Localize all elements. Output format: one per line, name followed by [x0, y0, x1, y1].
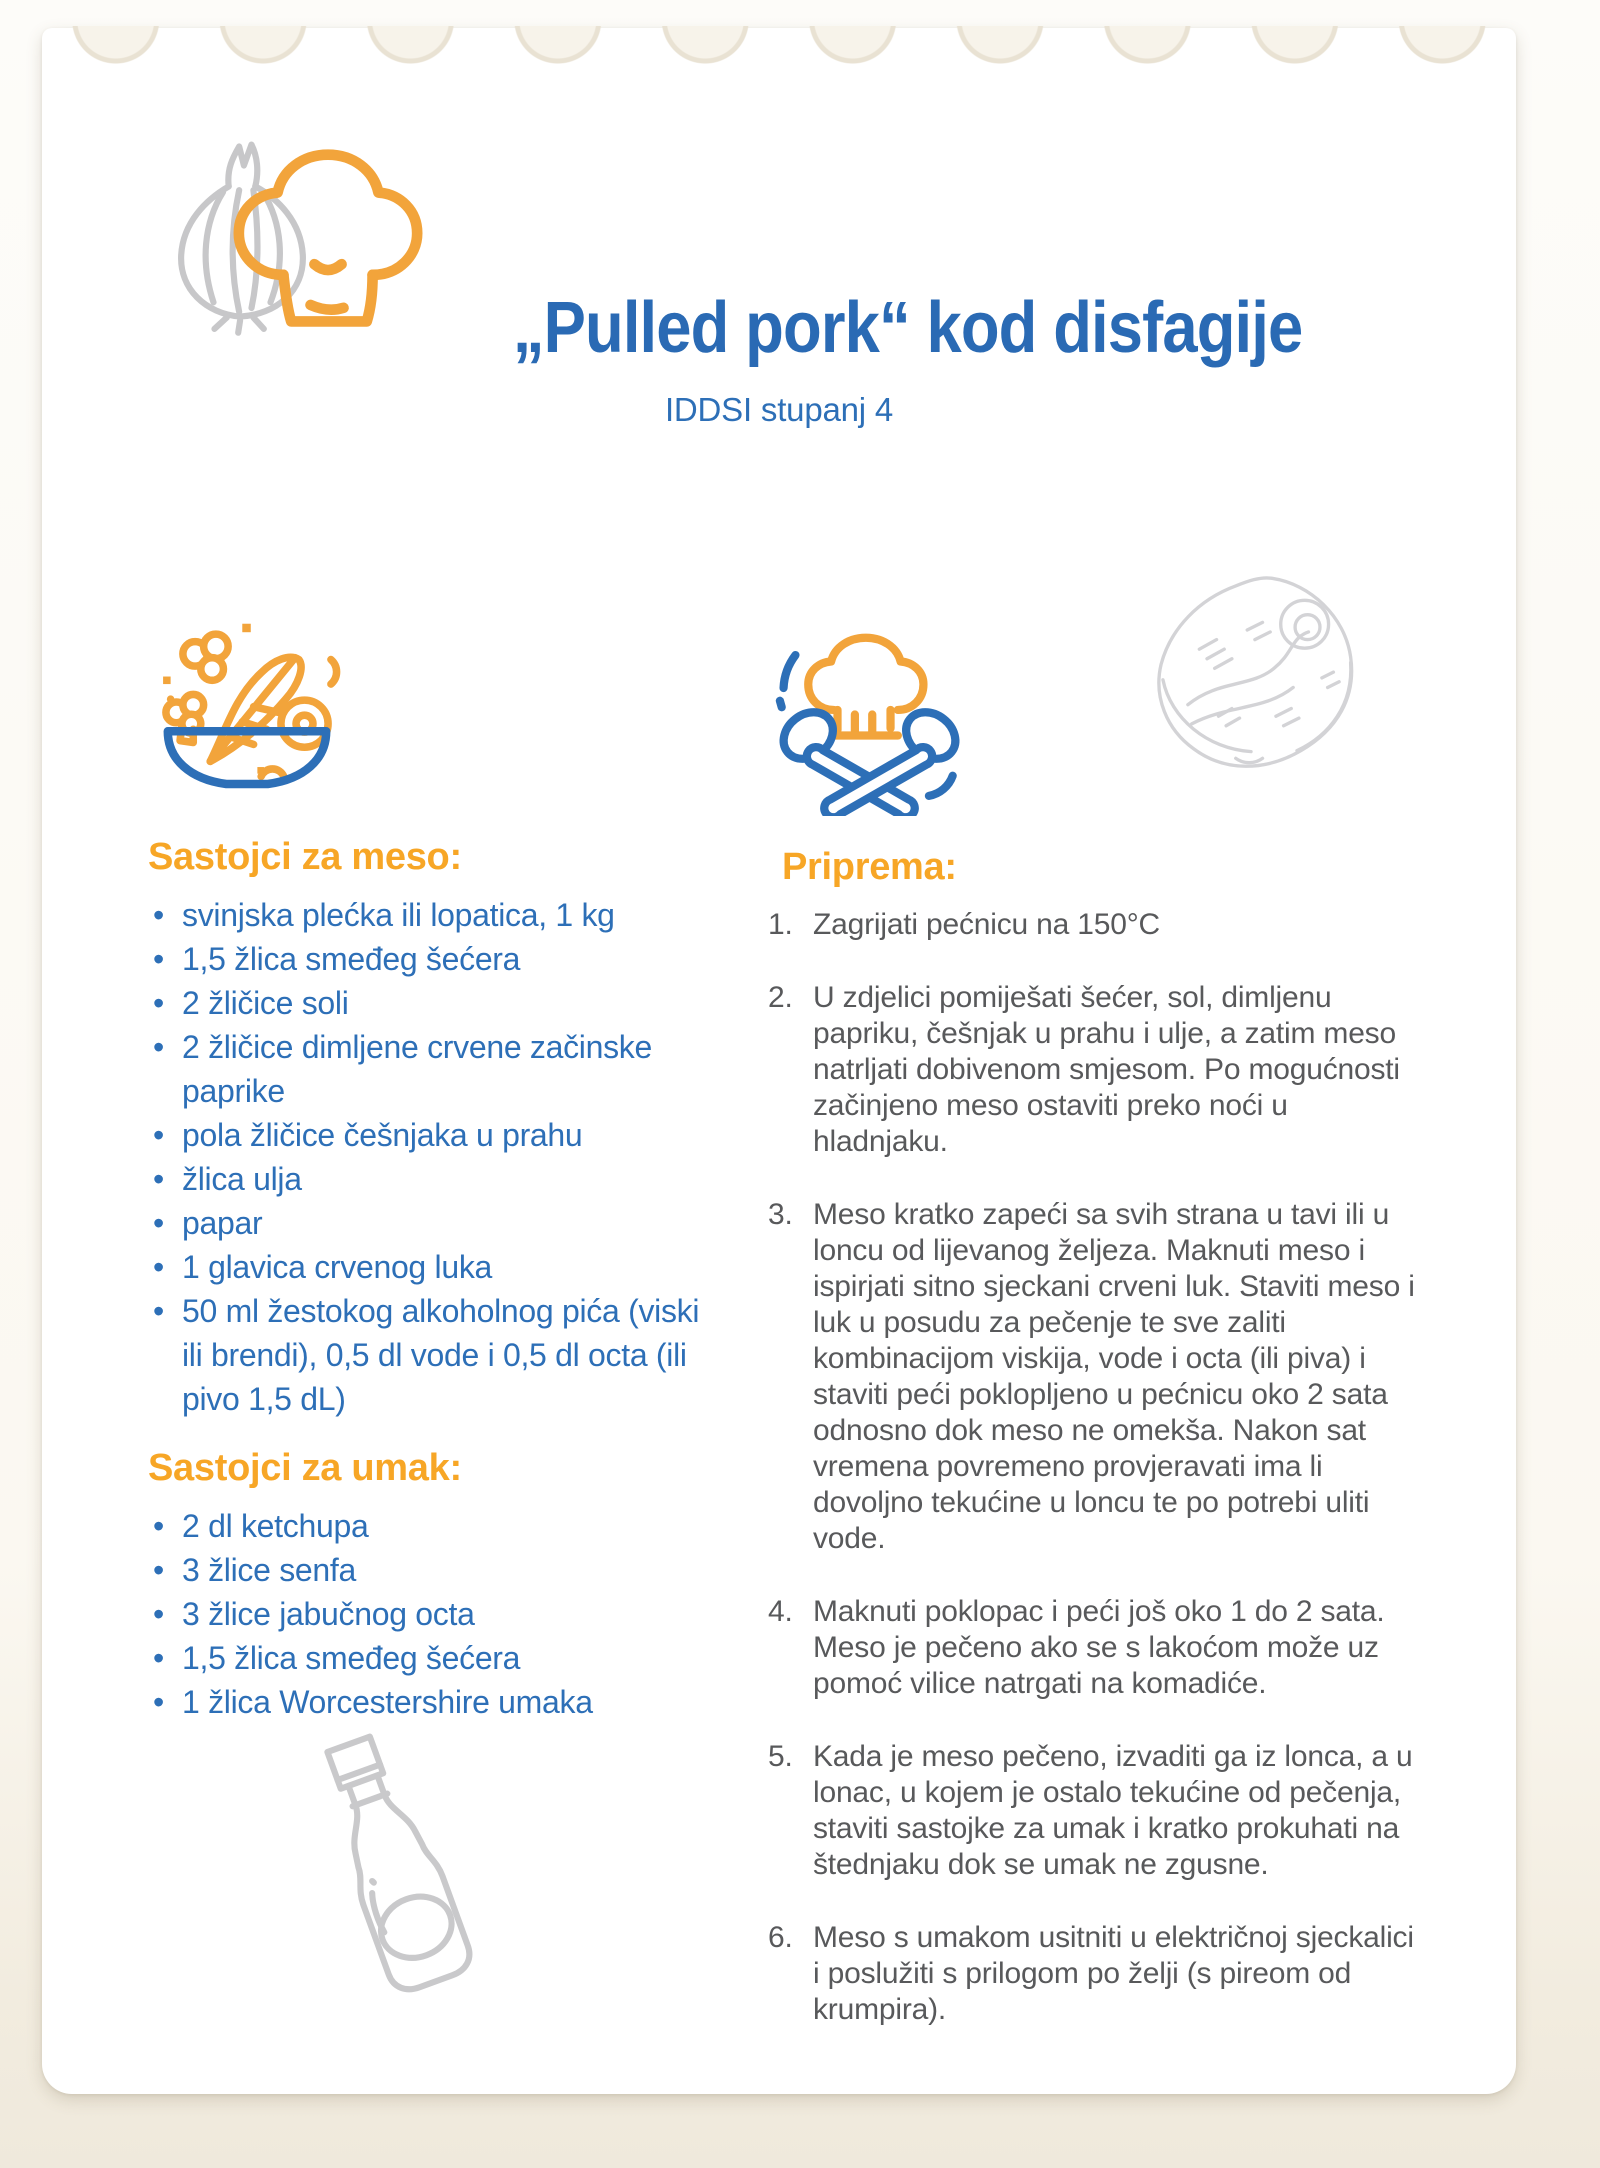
ingredients-column	[148, 616, 734, 1724]
preparation-heading: Priprema:	[782, 846, 957, 888]
chef-hat-icon	[202, 128, 454, 352]
step-text: Zagrijati pećnicu na 150°C	[813, 908, 1160, 941]
sauce-ingredients-heading: Sastojci za umak:	[148, 1447, 462, 1489]
preparation-step	[766, 1197, 1421, 1557]
ingredient-item: • svinjska plećka ili lopatica, 1 kg	[148, 893, 708, 937]
preparation-step	[766, 907, 1421, 943]
step-text: Meso s umakom usitniti u električnoj sjeckalici i poslužiti s prilogom po želji (s pireom od krumpira).	[813, 1921, 1414, 2026]
meat-ingredients-list	[148, 893, 708, 1421]
ingredient-item: • 50 ml žestokog alkoholnog pića (viski ili brendi), 0,5 dl vode i 0,5 dl octa (ili pivo 1,5 dL)	[148, 1289, 708, 1421]
preparation-step	[766, 1920, 1421, 2028]
step-text: Maknuti poklopac i peći još oko 1 do 2 sata. Meso je pečeno ako se s lakoćom može uz pomoć vilice natrgati na komadiće.	[813, 1595, 1385, 1700]
ingredient-item: • papar	[148, 1201, 708, 1245]
ingredient-item: • žlica ulja	[148, 1157, 708, 1201]
salad-bowl-icon	[148, 616, 346, 804]
ingredient-item: • 2 žličice soli	[148, 981, 708, 1025]
preparation-column	[766, 624, 1426, 2065]
header	[42, 128, 1516, 429]
ingredient-item: • pola žličice češnjaka u prahu	[148, 1113, 708, 1157]
step-number: 2.	[768, 981, 793, 1014]
step-number: 1.	[768, 908, 793, 941]
page-title: „Pulled pork“ kod disfagije	[512, 288, 1302, 368]
step-text: U zdjelici pomiješati šećer, sol, dimljenu papriku, češnjak u prahu i ulje, a zatim meso natrljati dobivenom smjesom. Po mogućnosti začinjeno meso ostaviti preko noći u hladnjaku.	[813, 981, 1400, 1158]
ingredient-item: • 3 žlice senfa	[148, 1548, 708, 1592]
ingredient-item: • 3 žlice jabučnog octa	[148, 1592, 708, 1636]
ingredient-item: • 1 glavica crvenog luka	[148, 1245, 708, 1289]
step-number: 5.	[768, 1740, 793, 1773]
preparation-step	[766, 980, 1421, 1160]
preparation-step	[766, 1594, 1421, 1702]
step-number: 4.	[768, 1595, 793, 1628]
meat-ingredients-heading: Sastojci za meso:	[148, 836, 462, 878]
recipe-card	[42, 28, 1516, 2094]
ingredient-item: • 1,5 žlica smeđeg šećera	[148, 1636, 708, 1680]
step-number: 6.	[768, 1921, 793, 1954]
sauce-bottle-sketch-icon	[294, 1730, 504, 2010]
preparation-steps-list	[766, 907, 1426, 2028]
ingredient-item: • 1 žlica Worcestershire umaka	[148, 1680, 708, 1724]
page-subtitle: IDDSI stupanj 4	[664, 390, 894, 428]
scalloped-top-edge	[42, 26, 1516, 100]
crossed-spoons-chef-hat-icon	[762, 624, 977, 816]
ingredient-item: • 2 dl ketchupa	[148, 1504, 708, 1548]
ingredient-item: • 2 žličice dimljene crvene začinske paprike	[148, 1025, 708, 1113]
sauce-ingredients-list	[148, 1504, 708, 1724]
step-text: Meso kratko zapeći sa svih strana u tavi ili u loncu od lijevanog željeza. Maknuti meso i ispirjati sitno sjeckani crveni luk. Staviti meso i luk u posudu za pečenje te sve zaliti kombinacijom viskija, vode i octa (ili piva) i staviti peći poklopljeno u pećnicu oko 2 sata odnosno dok meso ne omekša. Nakon sat vremena povremeno provjeravati ima li dovoljno tekućine u loncu te po potrebi uliti vode.	[813, 1198, 1415, 1555]
step-text: Kada je meso pečeno, izvaditi ga iz lonca, a u lonac, u kojem je ostalo tekućine od pečenja, staviti sastojke za umak i kratko prokuhati na štednjaku dok se umak ne zgusne.	[813, 1740, 1413, 1881]
step-number: 3.	[768, 1198, 793, 1231]
ingredient-item: • 1,5 žlica smeđeg šećera	[148, 937, 708, 981]
preparation-step	[766, 1739, 1421, 1883]
